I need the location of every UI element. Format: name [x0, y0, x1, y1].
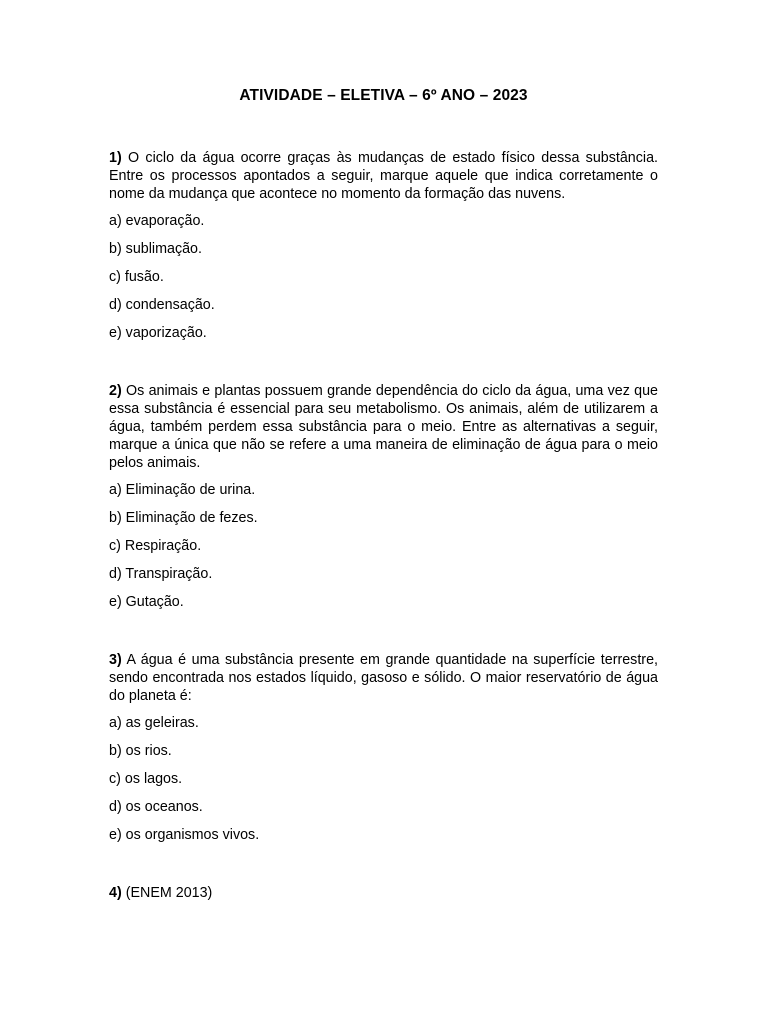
question-2-option-a: a) Eliminação de urina. — [109, 482, 256, 498]
question-1-option-d: d) condensação. — [109, 297, 215, 313]
question-4 — [109, 884, 658, 902]
question-3-option-e: e) os organismos vivos. — [109, 827, 260, 843]
question-2-option-e: e) Gutação. — [109, 594, 184, 610]
question-1-option-a: a) evaporação. — [109, 213, 205, 229]
question-1-option-b: b) sublimação. — [109, 241, 202, 257]
question-2-text: Os animais e plantas possuem grande dependência do ciclo da água, uma vez que essa substância é essencial para seu metabolismo. Os animais, além de utilizarem a água, também perdem essa substância para o meio. Entre as alternativas a seguir, marque a única que não se refere a uma maneira de eliminação de água para o meio pelos animais. — [109, 383, 658, 471]
question-2-option-c: c) Respiração. — [109, 538, 202, 554]
question-3 — [109, 651, 658, 844]
question-1-option-e: e) vaporização. — [109, 325, 207, 341]
question-2-number: 2) — [109, 383, 122, 399]
question-1-text: O ciclo da água ocorre graças às mudanças de estado físico dessa substância. Entre os processos apontados a seguir, marque aquele que indica corretamente o nome da mudança que acontece no momento da formação das nuvens. — [109, 150, 658, 202]
question-4-text: (ENEM 2013) — [125, 885, 213, 901]
question-1-stem — [109, 149, 658, 203]
question-3-stem — [109, 651, 658, 705]
question-2 — [109, 382, 658, 611]
question-2-option-b: b) Eliminação de fezes. — [109, 510, 258, 526]
question-3-option-b: b) os rios. — [109, 743, 172, 759]
question-1-option-c: c) fusão. — [109, 269, 164, 285]
question-3-option-a: a) as geleiras. — [109, 715, 199, 731]
question-3-text: A água é uma substância presente em grande quantidade na superfície terrestre, sendo encontrada nos estados líquido, gasoso e sólido. O maior reservatório de água do planeta é: — [109, 652, 658, 704]
spacer — [109, 621, 658, 651]
question-2-option-d: d) Transpiração. — [109, 566, 213, 582]
spacer — [109, 854, 658, 884]
question-3-option-d: d) os oceanos. — [109, 799, 203, 815]
question-2-stem — [109, 382, 658, 472]
question-4-number: 4) — [109, 885, 122, 901]
page-title: ATIVIDADE – ELETIVA – 6º ANO – 2023 — [239, 87, 528, 104]
question-3-number: 3) — [109, 652, 122, 668]
question-4-stem — [109, 884, 658, 902]
spacer — [109, 352, 658, 382]
question-3-option-c: c) os lagos. — [109, 771, 183, 787]
question-1 — [109, 149, 658, 342]
question-1-number: 1) — [109, 150, 122, 166]
